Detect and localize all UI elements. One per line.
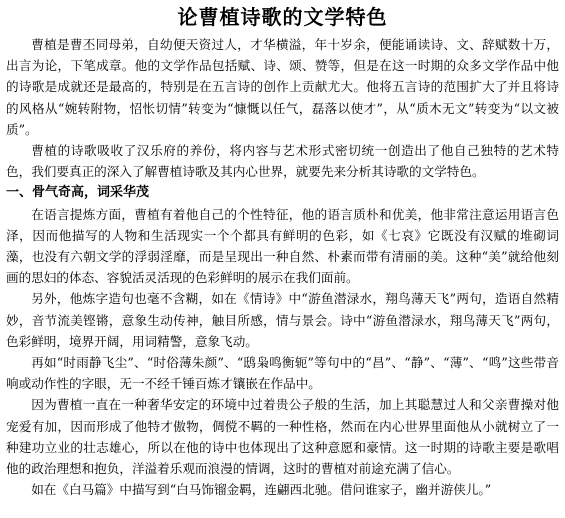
section-paragraph-4: 因为曹植一直在一种奢华安定的环境中过着贵公子般的生活，加上其聪慧过人和父亲曹操对他宠爱有加，因而形成了他特才傲物，倜傥不羁的一种性格，然而在内心世界里面他从小就树立了一种建功立业的壮志雄心，所以在他的诗中也体现出了这种意愿和豪情。这一时期的诗歌主要是歌唱他的政治理想和抱负，洋溢着乐观而浪漫的情调，这时的曹植对前途充满了信心。 — [6, 397, 559, 477]
section-paragraph-3: 再如“时雨静飞尘”、“时俗薄朱颜”、“鸱枭鸣衡轭”等句中的“昌”、“静”、“薄”、“鸣”这些带音响或动作性的字眼，无一不经千锤百炼才镶嵌在作品中。 — [6, 355, 559, 392]
document-title: 论曹植诗歌的文学特色 — [177, 5, 388, 29]
intro-paragraph-1: 曹植是曹丕同母弟，自幼便天资过人，才华横溢，年十岁余，便能诵读诗、文、辞赋数十万，出言为论，下笔成章。他的文学作品包括赋、诗、颂、赞等，但是在这一时期的众多文学作品中他的诗歌是成就还是最高的，特别是在五言诗的创作上贡献尤大。他将五言诗的范围扩大了并且将诗的风格从“婉转附物，怊怅切情”转变为“慷慨以任气，磊落以使才”，从“质木无文”转变为“以文被质”。 — [6, 37, 559, 137]
section-paragraph-5: 如在《白马篇》中描写到“白马饰镏金羁，连翩西北驰。借问谁家子，幽并游侠儿。” — [31, 482, 492, 498]
section-paragraph-2: 另外，他炼字造句也毫不含糊，如在《情诗》中“游鱼潜渌水，翔鸟薄天飞”两句，造语自然精妙，音节流美铿锵，意象生动传神，触目所感，情与景会。诗中“游鱼潜渌水，翔鸟薄天飞”两句，色彩鲜明，境界开阔，用词精警，意象飞动。 — [6, 291, 559, 349]
section-heading: 一、骨气奇高，词采华茂 — [6, 185, 150, 201]
section-paragraph-1: 在语言提炼方面，曹植有着他自己的个性特征，他的语言质朴和优美，他非常注意运用语言色泽，因而他描写的人物和生活现实一个个都具有鲜明的色彩，如《七哀》它既没有汉赋的堆砌词藻，也没有六朝文学的浮弱淫靡，而是呈现出一种自然、朴素而带有清丽的美。这种“美”就给他刻画的思妇的体态、容貌活灵活现的色彩鲜明的展示在我们面前。 — [6, 206, 559, 286]
intro-paragraph-2: 曹植的诗歌吸收了汉乐府的养份，将内容与艺术形式密切统一创造出了他自己独特的艺术特色，我们要真正的深入了解曹植诗歌及其内心世界，就要先来分析其诗歌的文学特色。 — [6, 143, 559, 180]
